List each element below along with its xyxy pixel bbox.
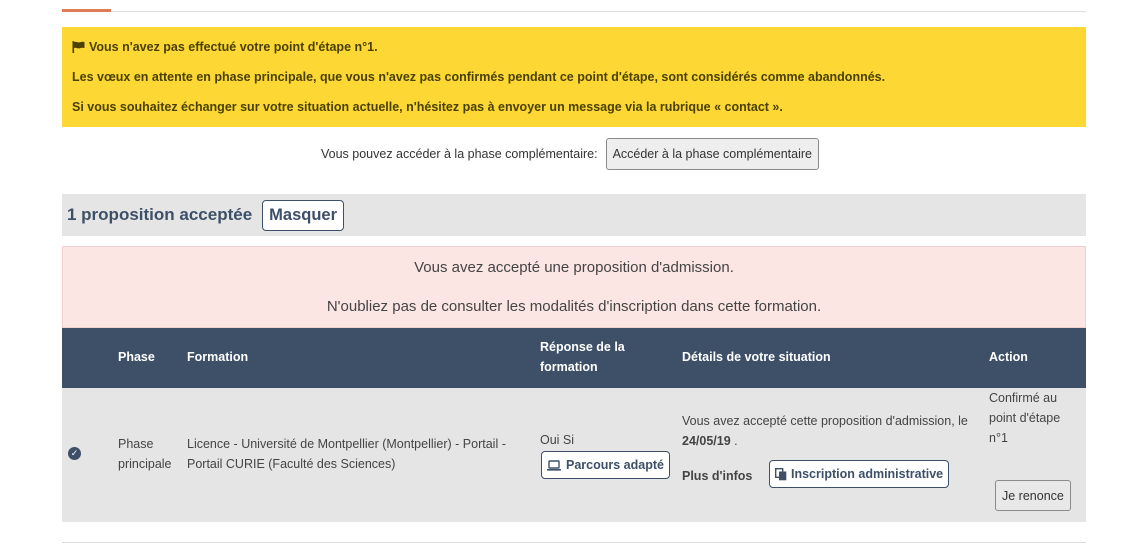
flag-icon [72,41,85,57]
row-reponse: Oui Si [540,433,575,447]
parcours-adapte-label: Parcours adapté [566,458,664,472]
copy-document-icon [775,468,787,481]
hide-section-button[interactable]: Masquer [262,200,344,231]
row-phase-line1: Phase [118,437,154,451]
inscription-administrative-button[interactable] [769,460,949,488]
row-details-end: . [734,434,738,448]
row-details-text: Vous avez accepté cette proposition d'admission, le [682,414,968,428]
table-header [62,328,1086,388]
warning-text-contact: Si vous souhaitez échanger sur votre situation actuelle, n'hésitez pas à envoyer un message via la rubrique « contact ». [72,100,783,114]
plus-infos-label: Plus d'infos [682,469,753,483]
inscription-administrative-label: Inscription administrative [791,467,944,481]
row-phase-line2: principale [118,457,172,471]
row-action-line2: point d'étape [989,411,1061,425]
notice-accepted-text: Vous avez accepté une proposition d'admission. [414,259,734,276]
parcours-adapte-button[interactable] [541,451,670,479]
row-action-line1: Confirmé au [989,391,1058,405]
table-row [62,388,1086,522]
header-formation: Formation [187,350,249,364]
access-complementary-phase-button[interactable]: Accéder à la phase complémentaire [606,138,819,170]
header-phase: Phase [118,350,155,364]
header-details: Détails de votre situation [682,350,831,364]
admission-notice [62,246,1086,328]
row-details-date: 24/05/19 [682,434,731,448]
warning-title: Vous n'avez pas effectué votre point d'étape n°1. [89,40,378,54]
header-reponse-line1: Réponse de la [540,340,625,354]
renounce-button[interactable]: Je renonce [995,480,1071,511]
section-title: 1 proposition acceptée [67,205,253,224]
row-details-date-line [682,431,738,451]
active-tab-indicator [62,9,111,12]
warning-text-abandon: Les vœux en attente en phase principale, que vous n'avez pas confirmés pendant ce point d'étape, sont considérés comme abandonnés. [72,70,886,84]
check-circle-icon: ✓ [68,447,81,460]
complementary-phase-label: Vous pouvez accéder à la phase complémentaire: [321,146,598,161]
notice-registration-text: N'oubliez pas de consulter les modalités d'inscription dans cette formation. [326,298,822,315]
header-action: Action [989,350,1028,364]
row-action-line3: n°1 [989,431,1008,445]
complementary-phase-row [0,137,1140,170]
row-formation-line2: Portail CURIE (Faculté des Sciences) [187,457,396,471]
section-header [62,194,1086,236]
header-reponse-line2: formation [540,360,598,374]
row-formation-line1: Licence - Université de Montpellier (Montpellier) - Portail - [187,437,506,451]
bottom-divider [62,542,1086,543]
tab-underline [62,11,1086,12]
laptop-icon [547,460,561,471]
warning-banner [62,27,1086,127]
